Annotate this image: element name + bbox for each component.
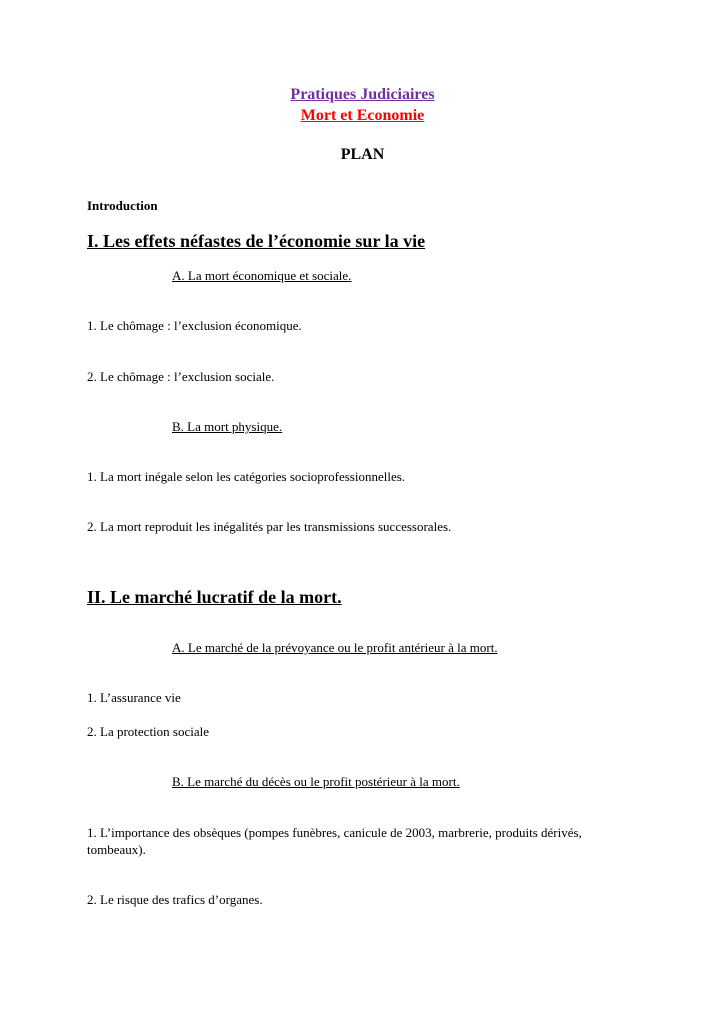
document-subtitle: Mort et Economie [300,107,425,124]
part-heading: II. Le marché lucratif de la mort. [87,587,342,607]
introduction-label: Introduction [87,198,158,213]
list-item: 2. La mort reproduit les inégalités par les transmissions successorales. [87,519,452,534]
plan-heading: PLAN [340,146,385,163]
list-item: 1. L’assurance vie [87,690,181,705]
section-heading: A. La mort économique et sociale. [172,268,352,283]
section-heading: B. La mort physique. [172,419,283,434]
list-item: 2. Le risque des trafics d’organes. [87,892,263,907]
list-item: 1. L’importance des obsèques (pompes funèbres, canicule de 2003, marbrerie, produits dérivés, tombeaux). [87,825,582,857]
list-item: 1. Le chômage : l’exclusion économique. [87,318,302,333]
list-item: 2. Le chômage : l’exclusion sociale. [87,369,275,384]
list-item: 1. La mort inégale selon les catégories socioprofessionnelles. [87,469,406,484]
part-heading: I. Les effets néfastes de l’économie sur la vie [87,231,426,251]
section-heading: A. Le marché de la prévoyance ou le profit antérieur à la mort. [172,640,498,655]
section-heading: B. Le marché du décès ou le profit postérieur à la mort. [172,774,460,789]
document-title: Pratiques Judiciaires [290,86,435,103]
list-item: 2. La protection sociale [87,724,210,739]
